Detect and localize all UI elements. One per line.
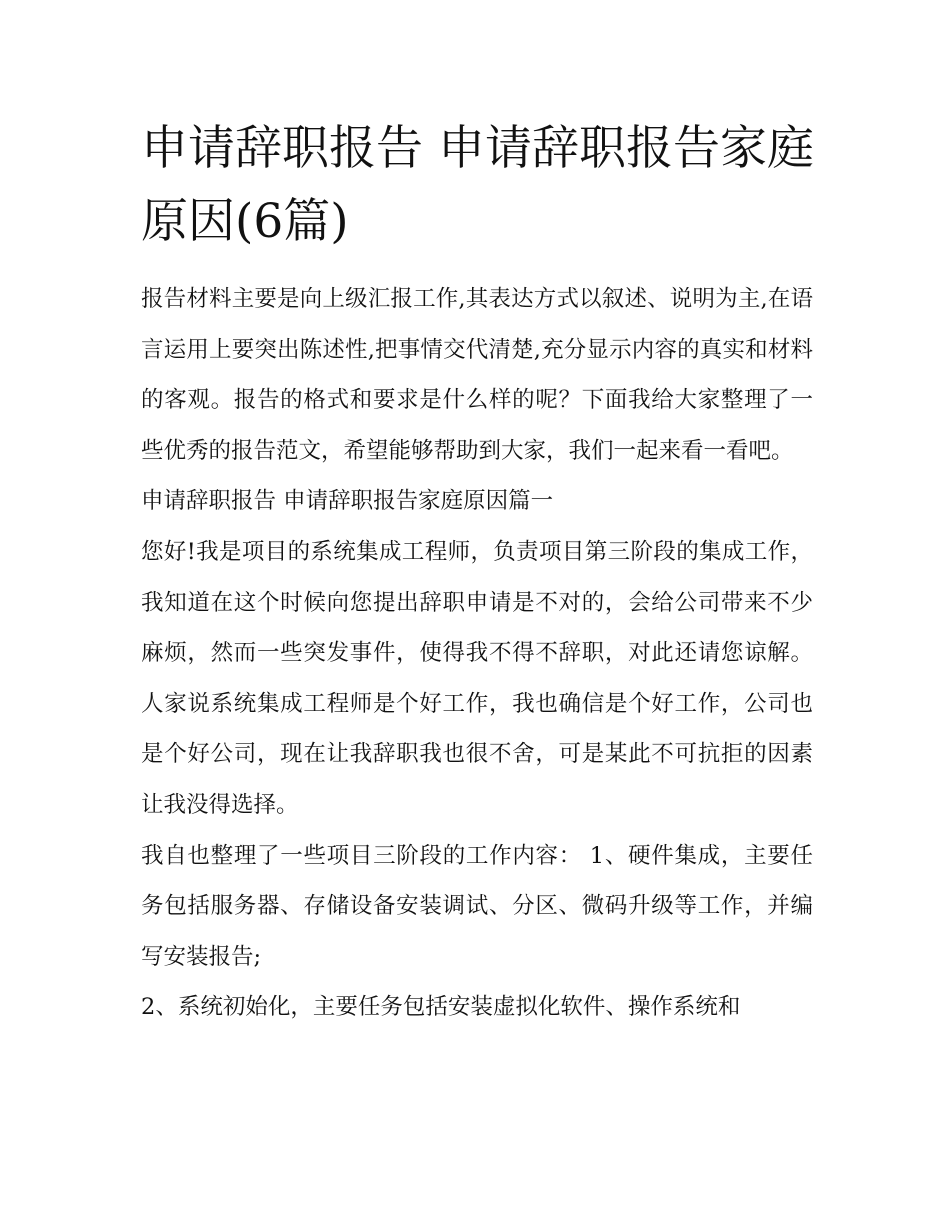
system-init-paragraph: 2、系统初始化，主要任务包括安装虚拟化软件、操作系统和 (141, 994, 741, 1021)
intro-paragraph: 报告材料主要是向上级汇报工作,其表达方式以叙述、说明为主,在语言运用上要突出陈述性,把事情交代清楚,充分显示内容的真实和材料的客观。报告的格式和要求是什么样的呢？下面我给大家整理了一些优秀的报告范文，希望能够帮助到大家，我们一起来看一看吧。 (141, 286, 813, 464)
work-content-paragraph: 我自也整理了一些项目三阶段的工作内容： 1、硬件集成，主要任务包括服务器、存储设备安装调试、分区、微码升级等工作，并编写安装报告; (141, 842, 813, 970)
document-title: 申请辞职报告 申请辞职报告家庭原因(6篇) (141, 121, 814, 249)
letter-paragraph: 您好!我是项目的系统集成工程师，负责项目第三阶段的集成工作，我知道在这个时候向您提出辞职申请是不对的，会给公司带来不少麻烦，然而一些突发事件，使得我不得不辞职，对此还请您谅解。人家说系统集成工程师是个好工作，我也确信是个好工作，公司也是个好公司，现在让我辞职我也很不舍，可是某此不可抗拒的因素让我没得选择。 (141, 538, 813, 818)
section-heading: 申请辞职报告 申请辞职报告家庭原因篇一 (141, 488, 554, 515)
document-body (141, 274, 813, 1033)
